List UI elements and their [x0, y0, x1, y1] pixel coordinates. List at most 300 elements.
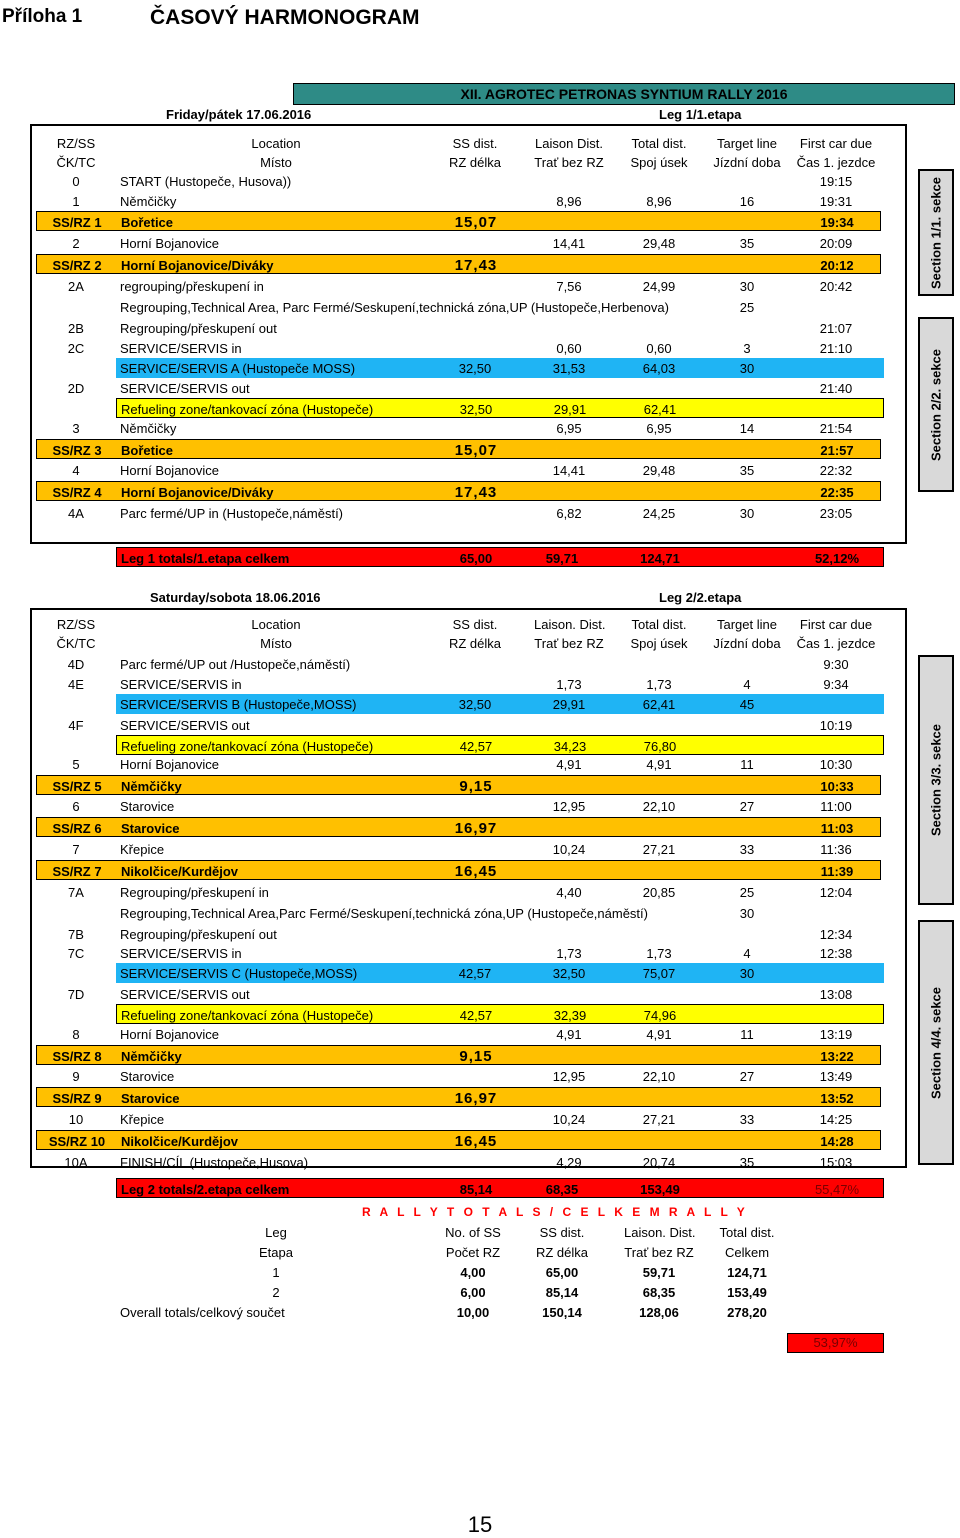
cell-lai: 4,40	[556, 885, 582, 900]
cell-tot: 29,48	[642, 236, 676, 251]
rally-totals-cell: 128,06	[639, 1305, 679, 1320]
cell-time: 20:12	[820, 258, 854, 273]
header-row	[36, 633, 881, 653]
cell-id: 8	[72, 1027, 80, 1042]
cell-loc: START (Hustopeče, Husova))	[120, 174, 292, 189]
column-header: Spoj úsek	[630, 155, 688, 170]
rally-totals-cell: 68,35	[642, 1285, 676, 1300]
column-header: Čas 1. jezdce	[796, 155, 876, 170]
header-row	[36, 152, 881, 172]
table-row	[36, 297, 881, 317]
column-header: Total dist.	[631, 617, 687, 632]
cell-time: 13:52	[820, 1091, 854, 1106]
cell-lai: 14,41	[552, 236, 586, 251]
cell-tgt: 25	[739, 300, 755, 315]
cell-tot: 8,96	[646, 194, 672, 209]
cell-time: 21:40	[819, 381, 853, 396]
cell-ss: 32,50	[458, 697, 492, 712]
cell-id: 4D	[67, 657, 85, 672]
cell-tgt: 11	[740, 757, 754, 772]
cell-tgt: 30	[739, 361, 755, 376]
column-header: Laison. Dist.	[534, 617, 606, 632]
table-row	[36, 1130, 881, 1150]
table-row	[36, 924, 881, 944]
cell-loc: SERVICE/SERVIS out	[120, 381, 250, 396]
cell-id: SS/RZ 5	[52, 779, 102, 794]
cell-time: 10:19	[819, 718, 853, 733]
column-header: Místo	[260, 636, 292, 651]
cell-id: 7C	[67, 946, 85, 961]
cell-lai: 12,95	[552, 799, 586, 814]
cell-id: SS/RZ 4	[52, 485, 102, 500]
column-header: Trať bez RZ	[534, 155, 604, 170]
cell-id: 7	[72, 842, 80, 857]
cell-lai: 31,53	[552, 361, 586, 376]
cell-lai: 32,39	[553, 1008, 587, 1023]
rally-totals-cell: 65,00	[545, 1265, 579, 1280]
rally-totals-cell: 6,00	[460, 1285, 486, 1300]
cell-loc: SERVICE/SERVIS in	[120, 677, 242, 692]
column-header: Místo	[260, 155, 292, 170]
table-row	[36, 882, 881, 902]
cell-time: 12:34	[819, 927, 853, 942]
cell-tgt: 16	[739, 194, 755, 209]
cell-ss: 42,57	[459, 739, 493, 754]
cell-loc: SERVICE/SERVIS out	[120, 987, 250, 1002]
table-row	[36, 1087, 881, 1107]
table-row	[36, 338, 881, 358]
cell-loc: Starovice	[121, 1091, 180, 1106]
cell-loc: Horní Bojanovice	[120, 1027, 219, 1042]
cell-id: 9	[72, 1069, 80, 1084]
cell-time: 10:30	[819, 757, 853, 772]
cell-tgt: 25	[739, 885, 755, 900]
cell-time: 9:30	[823, 657, 849, 672]
cell-loc: Horní Bojanovice	[120, 463, 219, 478]
table-row	[116, 398, 884, 418]
rally-totals-column-header: RZ délka	[535, 1245, 589, 1260]
table-row	[36, 254, 881, 274]
cell-time: 22:32	[819, 463, 853, 478]
cell-ss: 15,07	[454, 442, 498, 459]
cell-time: 21:07	[819, 321, 853, 336]
leg2-totals-row: Leg 2 totals/2.etapa celkem 85,14 68,35 153,49 55,47%	[116, 1178, 884, 1198]
cell-tot: 1,73	[646, 946, 672, 961]
cell-id: SS/RZ 2	[52, 258, 102, 273]
cell-lai: 10,24	[552, 842, 586, 857]
leg2-day: Saturday/sobota 18.06.2016	[150, 590, 321, 605]
cell-loc: SERVICE/SERVIS A (Hustopeče MOSS)	[120, 361, 356, 376]
column-header: Spoj úsek	[630, 636, 688, 651]
cell-tgt: 30	[739, 906, 755, 921]
cell-loc: Refueling zone/tankovací zóna (Hustopeče)	[121, 402, 374, 417]
cell-loc: Horní Bojanovice/Diváky	[121, 258, 274, 273]
cell-tot: 1,73	[646, 677, 672, 692]
cell-time: 20:09	[819, 236, 853, 251]
column-header: First car due	[799, 617, 873, 632]
cell-tot: 75,07	[642, 966, 676, 981]
cell-time: 15:03	[819, 1155, 853, 1170]
cell-ss: 42,57	[459, 1008, 493, 1023]
cell-tot: 20,85	[642, 885, 676, 900]
column-header: RZ délka	[448, 155, 502, 170]
header-row	[36, 614, 881, 634]
rally-totals-percentage: 53,97%	[787, 1333, 884, 1353]
cell-time: 21:57	[820, 443, 854, 458]
cell-lai: 6,95	[556, 421, 582, 436]
cell-loc: SERVICE/SERVIS in	[120, 946, 242, 961]
cell-id: SS/RZ 3	[52, 443, 102, 458]
cell-ss: 16,45	[454, 1133, 498, 1150]
cell-id: 1	[72, 194, 80, 209]
column-header: First car due	[799, 136, 873, 151]
rally-totals-column-header: Etapa	[259, 1245, 293, 1260]
cell-lai: 1,73	[556, 677, 582, 692]
cell-time: 11:03	[820, 821, 854, 836]
page-title: ČASOVÝ HARMONOGRAM	[150, 6, 420, 29]
section-3-label: Section 3/3. sekce	[918, 655, 954, 905]
table-row	[116, 1004, 884, 1024]
cell-tot: 76,80	[643, 739, 677, 754]
cell-id: 3	[72, 421, 80, 436]
cell-tot: 27,21	[642, 1112, 676, 1127]
cell-tgt: 35	[739, 463, 755, 478]
cell-loc: Němčičky	[120, 421, 177, 436]
cell-id: SS/RZ 9	[52, 1091, 102, 1106]
table-row	[36, 754, 881, 774]
cell-tot: 24,99	[642, 279, 676, 294]
section-1-label: Section 1/1. sekce	[918, 169, 954, 296]
cell-id: 2B	[68, 321, 84, 336]
cell-tot: 24,25	[642, 506, 676, 521]
cell-lai: 14,41	[552, 463, 586, 478]
cell-loc: Křepice	[120, 842, 165, 857]
table-row	[36, 817, 881, 837]
table-row	[116, 963, 884, 983]
column-header: Target line	[717, 136, 777, 151]
cell-loc: Němčičky	[121, 779, 182, 794]
cell-lai: 12,95	[552, 1069, 586, 1084]
cell-ss: 17,43	[454, 484, 498, 501]
rally-totals-column-header: No. of SS	[445, 1225, 501, 1240]
table-row	[36, 984, 881, 1004]
column-header: Čas 1. jezdce	[796, 636, 876, 651]
column-header: Total dist.	[631, 136, 687, 151]
leg1-totals-row: Leg 1 totals/1.etapa celkem 65,00 59,71 124,71 52,12%	[116, 547, 884, 567]
cell-id: 10A	[64, 1155, 88, 1170]
cell-time: 19:34	[820, 215, 854, 230]
cell-time: 19:31	[819, 194, 853, 209]
rally-totals-cell: 1	[272, 1265, 280, 1280]
cell-tgt: 11	[740, 1027, 754, 1042]
table-row	[116, 694, 884, 714]
cell-lai: 7,56	[556, 279, 582, 294]
cell-id: 7D	[67, 987, 85, 1002]
cell-time: 21:54	[819, 421, 853, 436]
cell-loc: Regrouping/přeskupení out	[120, 927, 277, 942]
table-row	[36, 481, 881, 501]
cell-tgt: 30	[739, 966, 755, 981]
cell-tgt: 33	[739, 1112, 755, 1127]
cell-loc: Regrouping/přeskupení out	[120, 321, 277, 336]
table-row	[36, 460, 881, 480]
column-header: Target line	[717, 617, 777, 632]
cell-ss: 16,97	[454, 820, 498, 837]
cell-tot: 74,96	[643, 1008, 677, 1023]
cell-loc: Bořetice	[121, 443, 174, 458]
rally-totals-cell: 10,00	[456, 1305, 490, 1320]
leg1-leg: Leg 1/1.etapa	[659, 107, 742, 122]
cell-loc: Refueling zone/tankovací zóna (Hustopeče)	[121, 739, 374, 754]
cell-loc: Křepice	[120, 1112, 165, 1127]
cell-lai: 29,91	[553, 402, 587, 417]
cell-id: SS/RZ 8	[52, 1049, 102, 1064]
cell-time: 14:25	[819, 1112, 853, 1127]
leg2-leg: Leg 2/2.etapa	[659, 590, 742, 605]
column-header: Jízdní doba	[713, 636, 781, 651]
cell-id: SS/RZ 6	[52, 821, 102, 836]
cell-lai: 8,96	[556, 194, 582, 209]
cell-id: SS/RZ 7	[52, 864, 102, 879]
cell-id: SS/RZ 1	[52, 215, 102, 230]
table-row	[36, 654, 881, 674]
cell-lai: 32,50	[552, 966, 586, 981]
cell-tot: 27,21	[642, 842, 676, 857]
cell-tot: 20,74	[642, 1155, 676, 1170]
column-header: ČK/TC	[56, 155, 96, 170]
cell-lai: 29,91	[552, 697, 586, 712]
table-row	[36, 1024, 881, 1044]
cell-loc: Němčičky	[121, 1049, 182, 1064]
cell-time: 19:15	[819, 174, 853, 189]
rally-totals-column-header: Trať bez RZ	[624, 1245, 694, 1260]
header-row	[36, 133, 881, 153]
table-row	[36, 860, 881, 880]
cell-time: 11:36	[820, 842, 852, 857]
cell-time: 11:39	[820, 864, 854, 879]
cell-time: 11:00	[820, 799, 852, 814]
leg1-day: Friday/pátek 17.06.2016	[166, 107, 312, 122]
cell-tot: 62,41	[642, 697, 676, 712]
cell-time: 21:10	[819, 341, 853, 356]
cell-tot: 0,60	[646, 341, 672, 356]
table-row	[36, 503, 881, 523]
table-row	[36, 378, 881, 398]
cell-loc: SERVICE/SERVIS C (Hustopeče,MOSS)	[120, 966, 358, 981]
cell-time: 10:33	[820, 779, 854, 794]
column-header: Jízdní doba	[713, 155, 781, 170]
cell-id: 7B	[68, 927, 84, 942]
cell-time: 13:22	[820, 1049, 854, 1064]
rally-totals-column-header: SS dist.	[539, 1225, 585, 1240]
cell-time: 12:04	[819, 885, 853, 900]
cell-time: 13:49	[819, 1069, 853, 1084]
cell-tgt: 30	[739, 506, 755, 521]
cell-loc: Horní Bojanovice/Diváky	[121, 485, 274, 500]
cell-time: 23:05	[819, 506, 853, 521]
cell-loc: Nikolčice/Kurdějov	[121, 864, 239, 879]
cell-tot: 4,91	[646, 757, 672, 772]
cell-loc: Parc fermé/UP out /Hustopeče,náměstí)	[120, 657, 351, 672]
cell-loc: Parc fermé/UP in (Hustopeče,náměstí)	[120, 506, 344, 521]
cell-loc: Nikolčice/Kurdějov	[121, 1134, 239, 1149]
rally-totals-cell: 4,00	[460, 1265, 486, 1280]
table-row	[36, 1152, 881, 1172]
cell-time: 13:19	[819, 1027, 853, 1042]
cell-loc: SERVICE/SERVIS out	[120, 718, 250, 733]
cell-time: 13:08	[819, 987, 853, 1002]
column-header: Location	[251, 617, 301, 632]
cell-tgt: 30	[739, 279, 755, 294]
cell-id: 5	[72, 757, 80, 772]
table-row	[36, 171, 881, 191]
table-row	[36, 1109, 881, 1129]
cell-lai: 4,91	[556, 757, 582, 772]
cell-loc: Němčičky	[120, 194, 177, 209]
cell-id: 4E	[68, 677, 84, 692]
cell-tot: 6,95	[646, 421, 672, 436]
cell-tot: 64,03	[642, 361, 676, 376]
cell-loc: Horní Bojanovice	[120, 757, 219, 772]
table-row	[36, 233, 881, 253]
cell-id: 2	[72, 236, 80, 251]
cell-tgt: 4	[743, 677, 751, 692]
table-row	[116, 735, 884, 755]
table-row	[36, 191, 881, 211]
rally-totals-column-header: Počet RZ	[445, 1245, 501, 1260]
rally-totals-column-header: Laison. Dist.	[624, 1225, 696, 1240]
cell-loc: Horní Bojanovice	[120, 236, 219, 251]
cell-tot: 22,10	[642, 799, 676, 814]
rally-totals-cell: 153,49	[727, 1285, 767, 1300]
cell-loc: SERVICE/SERVIS in	[120, 341, 242, 356]
table-row	[36, 439, 881, 459]
page-number: 15	[467, 1512, 493, 1537]
table-row	[36, 211, 881, 231]
cell-time: 20:42	[819, 279, 853, 294]
table-row	[36, 775, 881, 795]
column-header: SS dist.	[452, 617, 498, 632]
rally-totals-cell: Overall totals/celkový součet	[120, 1305, 285, 1320]
cell-id: 0	[72, 174, 80, 189]
cell-tgt: 33	[739, 842, 755, 857]
section-4-label: Section 4/4. sekce	[918, 920, 954, 1165]
column-header: SS dist.	[452, 136, 498, 151]
cell-lai: 0,60	[556, 341, 582, 356]
column-header: Laison Dist.	[535, 136, 603, 151]
cell-loc: Starovice	[120, 799, 175, 814]
cell-tot: 22,10	[642, 1069, 676, 1084]
cell-id: 2D	[67, 381, 85, 396]
cell-loc: Regrouping,Technical Area, Parc Fermé/Seskupení,technická zóna,UP (Hustopeče,Herbenova)	[120, 300, 669, 315]
cell-tgt: 35	[739, 1155, 755, 1170]
cell-ss: 42,57	[458, 966, 492, 981]
cell-tgt: 3	[743, 341, 751, 356]
cell-ss: 16,97	[454, 1090, 498, 1107]
column-header: RZ/SS	[56, 136, 96, 151]
rally-totals-cell: 150,14	[542, 1305, 582, 1320]
cell-time: 22:35	[820, 485, 854, 500]
cell-ss: 9,15	[459, 1048, 493, 1065]
cell-tgt: 45	[739, 697, 755, 712]
cell-tgt: 35	[739, 236, 755, 251]
table-row	[36, 715, 881, 735]
cell-id: SS/RZ 10	[48, 1134, 106, 1149]
cell-lai: 1,73	[556, 946, 582, 961]
section-2-label: Section 2/2. sekce	[918, 317, 954, 492]
cell-ss: 15,07	[454, 214, 498, 231]
cell-lai: 10,24	[552, 1112, 586, 1127]
cell-tot: 29,48	[642, 463, 676, 478]
cell-id: 2C	[67, 341, 85, 356]
cell-ss: 32,50	[459, 402, 493, 417]
table-row	[36, 943, 881, 963]
table-row	[36, 839, 881, 859]
rally-totals-cell: 124,71	[727, 1265, 767, 1280]
table-row	[36, 418, 881, 438]
cell-time: 9:34	[823, 677, 849, 692]
column-header: Location	[251, 136, 301, 151]
rally-totals-cell: 85,14	[545, 1285, 579, 1300]
cell-ss: 17,43	[454, 257, 498, 274]
rally-totals-column-header: Total dist.	[719, 1225, 775, 1240]
cell-id: 4	[72, 463, 80, 478]
table-row	[36, 903, 881, 923]
rally-banner: XII. AGROTEC PETRONAS SYNTIUM RALLY 2016	[293, 83, 955, 105]
cell-loc: Regrouping,Technical Area,Parc Fermé/Seskupení,technická zóna,UP (Hustopeče,náměstí)	[120, 906, 648, 921]
cell-loc: FINISH/CÍL (Hustopeče,Husova)	[120, 1155, 309, 1170]
rally-totals-cell: 59,71	[642, 1265, 676, 1280]
rally-totals-heading: R A L L Y T O T A L S / C E L K E M R A L L Y	[362, 1205, 748, 1219]
cell-ss: 32,50	[458, 361, 492, 376]
cell-tot: 62,41	[643, 402, 677, 417]
cell-tgt: 4	[743, 946, 751, 961]
table-row	[36, 1045, 881, 1065]
appendix-label: Příloha 1	[2, 6, 83, 27]
cell-loc: Bořetice	[121, 215, 174, 230]
rally-totals-cell: 2	[272, 1285, 280, 1300]
column-header: ČK/TC	[56, 636, 96, 651]
cell-loc: Starovice	[120, 1069, 175, 1084]
column-header: RZ délka	[448, 636, 502, 651]
cell-id: 4A	[68, 506, 84, 521]
cell-tot: 4,91	[646, 1027, 672, 1042]
table-row	[36, 1066, 881, 1086]
cell-tgt: 14	[739, 421, 755, 436]
cell-lai: 4,91	[556, 1027, 582, 1042]
table-row	[36, 276, 881, 296]
cell-loc: Regrouping/přeskupení in	[120, 885, 269, 900]
column-header: RZ/SS	[56, 617, 96, 632]
cell-loc: SERVICE/SERVIS B (Hustopeče,MOSS)	[120, 697, 357, 712]
cell-loc: Starovice	[121, 821, 180, 836]
cell-lai: 4,29	[556, 1155, 582, 1170]
cell-tgt: 27	[739, 1069, 755, 1084]
cell-id: 4F	[68, 718, 84, 733]
cell-id: 7A	[68, 885, 84, 900]
table-row	[116, 358, 884, 378]
table-row	[36, 318, 881, 338]
table-row	[36, 674, 881, 694]
rally-totals-column-header: Leg	[265, 1225, 287, 1240]
cell-time: 12:38	[819, 946, 853, 961]
cell-id: 6	[72, 799, 80, 814]
rally-totals-cell: 278,20	[727, 1305, 767, 1320]
cell-ss: 16,45	[454, 863, 498, 880]
cell-lai: 34,23	[553, 739, 587, 754]
cell-tgt: 27	[739, 799, 755, 814]
cell-lai: 6,82	[556, 506, 582, 521]
